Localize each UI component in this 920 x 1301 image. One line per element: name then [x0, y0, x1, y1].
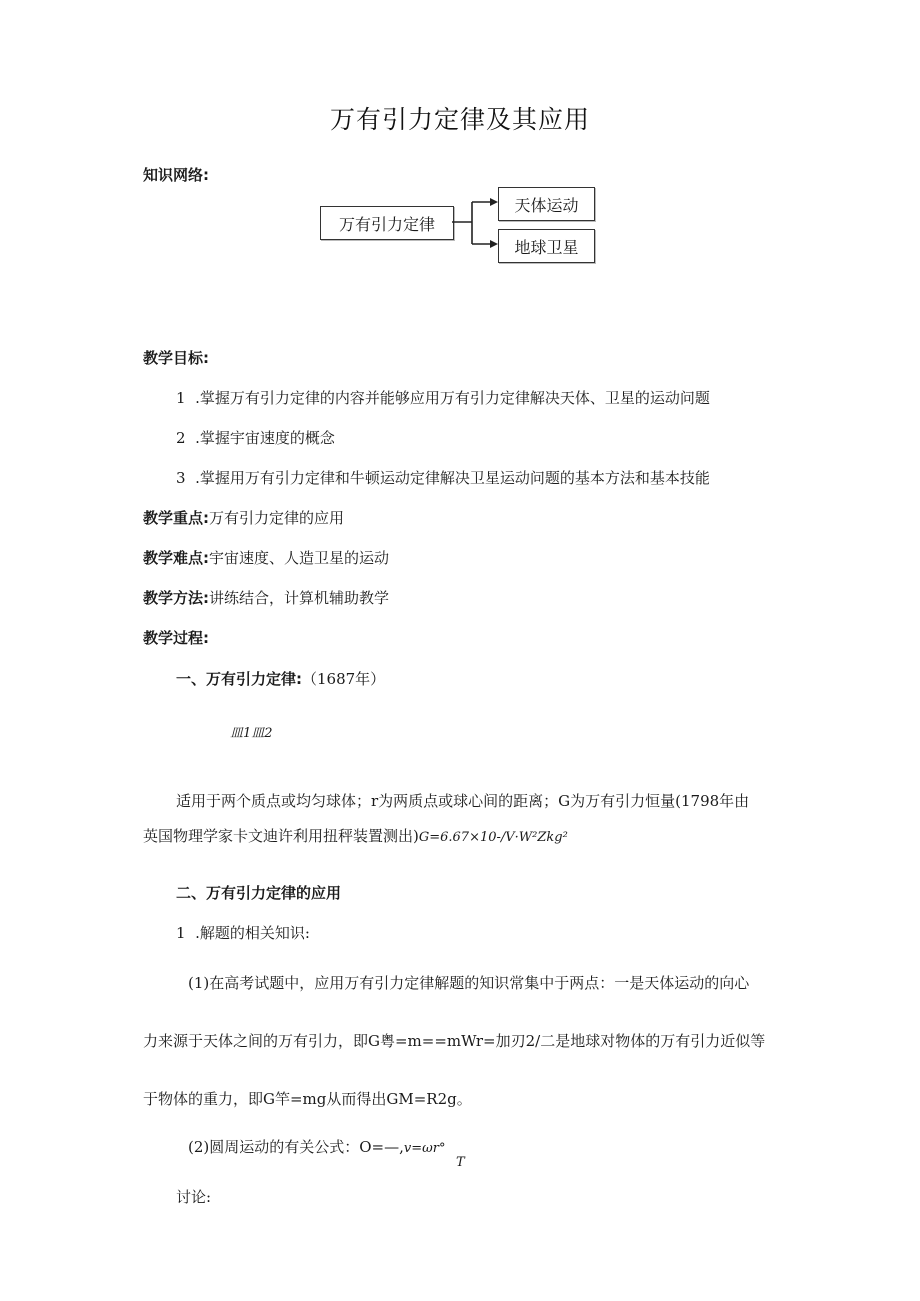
- objective-number: 1: [176, 389, 186, 407]
- difficulty-label: 教学难点:: [143, 549, 209, 567]
- page-title: 万有引力定律及其应用: [329, 105, 590, 134]
- method-row: [143, 587, 389, 608]
- method-label: 教学方法:: [143, 589, 209, 607]
- section2-p1-line1: (1)在高考试题中，应用万有引力定律解题的知识常集中于两点：一是天体运动的向心: [188, 974, 750, 992]
- process-label: 教学过程:: [143, 629, 209, 647]
- difficulty-text: 宇宙速度、人造卫星的运动: [209, 549, 390, 567]
- section1-year: （1687年）: [302, 670, 386, 688]
- objective-item: [176, 467, 710, 488]
- key-point-text: 万有引力定律的应用: [209, 509, 345, 527]
- key-point-row: [143, 507, 344, 528]
- method-text: 讲练结合，计算机辅助教学: [209, 589, 390, 607]
- circular-motion-text: (2)圆周运动的有关公式：O=—,: [188, 1138, 404, 1156]
- objective-number: 3: [176, 469, 186, 487]
- objective-item: [176, 387, 710, 408]
- knowledge-network-label: 知识网络:: [143, 166, 209, 184]
- objective-text: .掌握用万有引力定律和牛顿运动定律解决卫星运动问题的基本方法和基本技能: [195, 469, 710, 487]
- diagram-root-box: 万有引力定律: [320, 206, 454, 240]
- gravitation-formula: 皿1皿2: [230, 726, 273, 741]
- section2-p2: [188, 1136, 445, 1157]
- section1-heading: 一、万有引力定律:: [176, 670, 302, 688]
- circular-motion-formula: v=ωr°: [403, 1141, 446, 1156]
- discussion-label: 讨论:: [176, 1188, 212, 1206]
- section2-subheading: [176, 922, 310, 943]
- section2-heading: 二、万有引力定律的应用: [176, 884, 342, 902]
- objective-text: .掌握万有引力定律的内容并能够应用万有引力定律解决天体、卫星的运动问题: [195, 389, 710, 407]
- subheading-number: 1: [176, 924, 186, 942]
- diagram-branch-celestial: 天体运动: [498, 187, 595, 221]
- section2-p1-line3: 于物体的重力，即G竿=mg从而得出GM=R2g。: [143, 1090, 472, 1108]
- objective-item: [176, 427, 335, 448]
- subheading-text: .解题的相关知识:: [195, 924, 310, 942]
- section1-paragraph-line1: 适用于两个质点或均匀球体；r为两质点或球心间的距离；G为万有引力恒量(1798年由: [176, 792, 750, 810]
- formula-denominator: T: [456, 1155, 465, 1170]
- difficulty-row: [143, 547, 389, 568]
- section1-paragraph-line2: [143, 825, 568, 846]
- section1-heading-row: [176, 668, 385, 689]
- section1-paragraph-text: 英国物理学家卡文迪许利用扭秤装置测出): [143, 827, 419, 845]
- diagram-connector-arrows: [452, 190, 500, 254]
- gravitational-constant: G=6.67×10-/V·W²Zkg²: [418, 830, 568, 845]
- diagram-branch-satellite: 地球卫星: [498, 229, 595, 263]
- section2-p1-line2: 力来源于天体之间的万有引力，即G粤=m==mWr=加刃2/二是地球对物体的万有引力近似等: [143, 1032, 766, 1050]
- objective-text: .掌握宇宙速度的概念: [195, 429, 335, 447]
- key-point-label: 教学重点:: [143, 509, 209, 527]
- objectives-label: 教学目标:: [143, 349, 209, 367]
- objective-number: 2: [176, 429, 186, 447]
